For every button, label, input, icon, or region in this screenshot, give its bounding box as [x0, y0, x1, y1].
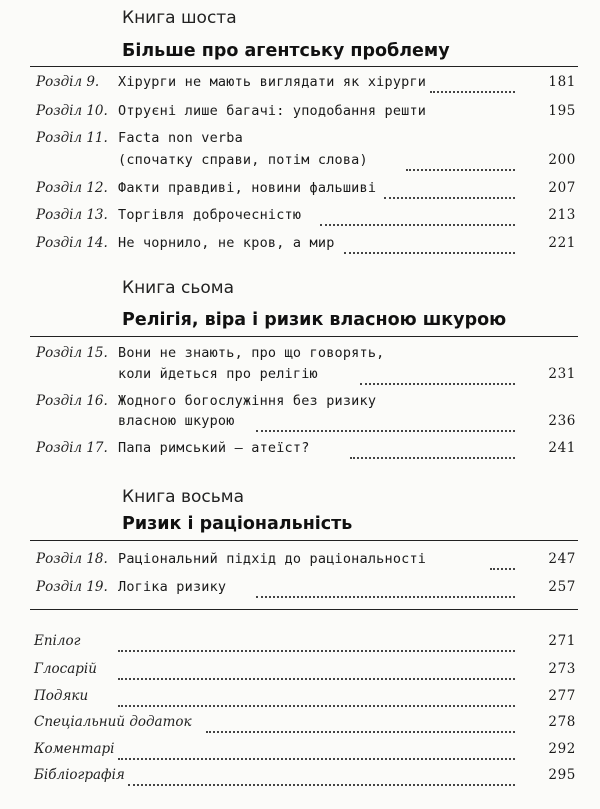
back-matter-label: Коментарі: [34, 741, 115, 757]
page-number: 292: [548, 741, 576, 757]
leader-dots: [406, 153, 515, 171]
leader-dots: [384, 181, 515, 199]
book-7-label: Книга сьома: [122, 278, 234, 298]
leader-dots: [206, 715, 515, 733]
chapter-label: Розділ 10.: [36, 103, 108, 119]
chapter-title: Вони не знають, про що говорять,: [118, 345, 385, 361]
chapter-title-line2: коли йдеться про релігію: [118, 366, 318, 382]
toc-entry-chapter-13[interactable]: [0, 207, 600, 231]
chapter-title: Facta non verba: [118, 130, 243, 146]
chapter-title-line2: власною шкурою: [118, 413, 235, 429]
chapter-label: Розділ 19.: [36, 579, 108, 595]
chapter-title-line2: (спочатку справи, потім слова): [118, 152, 368, 168]
chapter-label: Розділ 9.: [36, 74, 100, 90]
toc-entry-chapter-9[interactable]: [0, 74, 600, 98]
toc-entry-chapter-11-continued[interactable]: [0, 152, 600, 176]
page-number: 221: [548, 235, 576, 251]
page-number: 278: [548, 714, 576, 730]
leader-dots: [490, 552, 515, 570]
toc-entry-chapter-12[interactable]: [0, 180, 600, 204]
chapter-label: Розділ 17.: [36, 440, 108, 456]
toc-entry-comments[interactable]: [0, 741, 600, 765]
page-number: 195: [548, 103, 576, 119]
chapter-title: Папа римський — атеїст?: [118, 440, 310, 456]
page-number: 181: [548, 74, 576, 90]
leader-dots: [350, 441, 515, 459]
page-number: 213: [548, 207, 576, 223]
toc-entry-bibliography[interactable]: [0, 767, 600, 791]
leader-dots: [360, 367, 515, 385]
toc-entry-chapter-10[interactable]: [0, 103, 600, 127]
back-matter-label: Подяки: [34, 688, 89, 704]
leader-dots: [118, 662, 515, 680]
chapter-label: Розділ 11.: [36, 130, 108, 146]
page-number: 257: [548, 579, 576, 595]
leader-dots: [128, 768, 515, 786]
chapter-title: Факти правдиві, новини фальшиві: [118, 180, 377, 196]
page-number: 207: [548, 180, 576, 196]
chapter-title: Хірурги не мають виглядати як хірурги: [118, 74, 427, 90]
book-8-title: Ризик і раціональність: [122, 514, 353, 534]
page-number: 273: [548, 661, 576, 677]
toc-entry-chapter-17[interactable]: [0, 440, 600, 464]
chapter-title: Раціональний підхід до раціональності: [118, 551, 427, 567]
leader-dots: [118, 689, 515, 707]
book-8-divider: [30, 540, 578, 541]
toc-entry-chapter-11[interactable]: [0, 130, 600, 154]
page-number: 271: [548, 633, 576, 649]
page-number: 200: [548, 152, 576, 168]
book-7-title: Релігія, віра і ризик власною шкурою: [122, 310, 507, 330]
leader-dots: [430, 75, 515, 93]
leader-dots: [118, 742, 515, 760]
leader-dots: [320, 208, 515, 226]
chapter-label: Розділ 12.: [36, 180, 108, 196]
chapter-title: Торгівля доброчесністю: [118, 207, 302, 223]
toc-entry-epilogue[interactable]: [0, 633, 600, 657]
leader-dots: [256, 414, 515, 432]
chapter-label: Розділ 18.: [36, 551, 108, 567]
page-number: 247: [548, 551, 576, 567]
back-matter-label: Епілог: [34, 633, 81, 649]
toc-entry-chapter-19[interactable]: [0, 579, 600, 603]
toc-entry-chapter-18[interactable]: [0, 551, 600, 575]
toc-entry-special-appendix[interactable]: [0, 714, 600, 738]
back-matter-label: Глосарій: [34, 661, 97, 677]
leader-dots: [256, 580, 515, 598]
toc-entry-chapter-14[interactable]: [0, 235, 600, 259]
book-6-divider: [30, 66, 578, 67]
back-matter-label: Спеціальний додаток: [34, 714, 192, 730]
page-number: 236: [548, 413, 576, 429]
chapter-label: Розділ 15.: [36, 345, 108, 361]
book-8-label: Книга восьма: [122, 487, 245, 507]
chapter-title: Логіка ризику: [118, 579, 227, 595]
leader-dots: [344, 236, 515, 254]
toc-entry-glossary[interactable]: [0, 661, 600, 685]
toc-entry-acknowledgments[interactable]: [0, 688, 600, 712]
back-matter-label: Бібліографія: [34, 767, 125, 783]
chapter-title: Отруєні лише багачі: уподобання решти: [118, 103, 427, 119]
chapter-label: Розділ 13.: [36, 207, 108, 223]
page-number: 241: [548, 440, 576, 456]
toc-entry-chapter-16-continued[interactable]: [0, 413, 600, 437]
book-6-label: Книга шоста: [122, 8, 237, 28]
book-6-title: Більше про агентську проблему: [122, 41, 450, 61]
back-matter-divider: [30, 609, 578, 610]
chapter-label: Розділ 14.: [36, 235, 108, 251]
page-number: 231: [548, 366, 576, 382]
toc-entry-chapter-15-continued[interactable]: [0, 366, 600, 390]
chapter-title: Не чорнило, не кров, а мир: [118, 235, 335, 251]
chapter-label: Розділ 16.: [36, 393, 108, 409]
chapter-title: Жодного богослужіння без ризику: [118, 393, 377, 409]
book-7-divider: [30, 336, 578, 337]
page-number: 277: [548, 688, 576, 704]
leader-dots: [118, 634, 515, 652]
page-number: 295: [548, 767, 576, 783]
